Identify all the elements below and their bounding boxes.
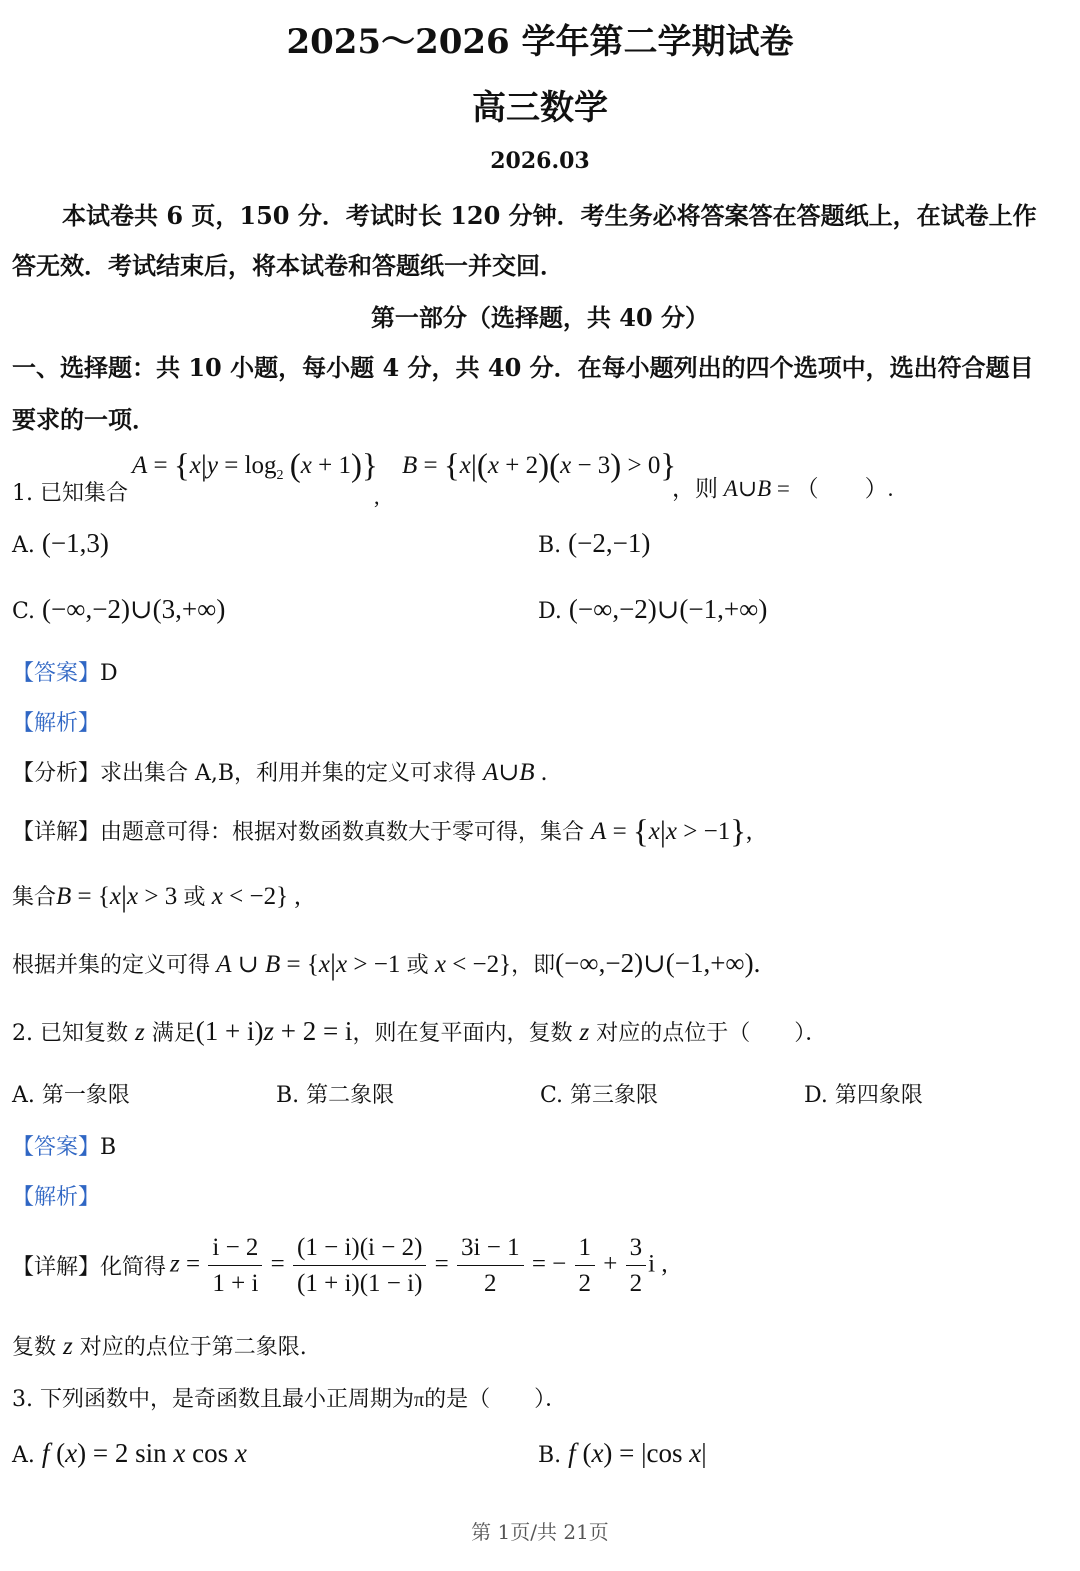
question-3-stem: 3. 下列函数中，是奇函数且最小正周期为π的是（ ）． bbox=[12, 1387, 568, 1412]
q2-conclusion-prefix: 复数 bbox=[12, 1335, 57, 1360]
page-number: 第 1页/共 21页 bbox=[471, 1520, 609, 1544]
q1-union-prefix: 根据并集的定义可得 bbox=[12, 953, 211, 978]
subject-title: 高三数学 bbox=[472, 88, 608, 128]
question-1-prefix: 1. 已知集合 bbox=[12, 481, 128, 506]
q1-xiangjie-text: 由题意可得：根据对数函数真数大于零可得，集合 bbox=[100, 820, 585, 845]
q1-set-b-line: 集合B = {x|x > 3 或 x < −2} , bbox=[12, 880, 301, 913]
q1-answer-value: D bbox=[100, 661, 118, 686]
q2-analysis-tag: 【解析】 bbox=[12, 1185, 101, 1210]
q2-option-b[interactable]: B. 第二象限 bbox=[276, 1083, 395, 1108]
question-1-set-a: $A = \{x|y = \log_2 (x + 1)\}$ bbox=[132, 448, 378, 484]
part-one-heading: 第一部分（选择题，共 40 分） bbox=[370, 303, 710, 332]
q2-option-d[interactable]: D. 第四象限 bbox=[804, 1083, 923, 1108]
q2-mid1: 满足 bbox=[151, 1021, 196, 1046]
q2-prefix: 2. 已知复数 bbox=[12, 1021, 128, 1046]
q1-analysis-tag: 【解析】 bbox=[12, 711, 101, 736]
q3-stem-suffix: 的是（ ）． bbox=[424, 1387, 568, 1412]
q1-answer-line bbox=[12, 656, 118, 687]
q1-option-c-label: C. bbox=[12, 599, 36, 624]
q2-answer-tag: 【答案】 bbox=[12, 1135, 101, 1160]
q2-xiangjie-tag: 【详解】 bbox=[12, 1255, 101, 1281]
q1-option-a-value: (−1,3) bbox=[41, 528, 109, 558]
q2-derivation: z = $\frac{i - 2}{1 + i}$ = $\frac{(1 - i)(i - 2)}{(1 + i)(1 - i)}$ = $\frac{3i - 1}{2}$ = − $\frac{1}{2}$ + $\frac{3}{2}$ i , bbox=[170, 1234, 668, 1298]
q1-fenxi-text: 求出集合 A,B，利用并集的定义可求得 bbox=[100, 761, 477, 786]
q1-option-c-value: (−∞,−2)∪(3,+∞) bbox=[42, 594, 226, 624]
q3-stem-prefix: 3. 下列函数中，是奇函数且最小正周期为 bbox=[12, 1387, 414, 1412]
q2-conclusion: 复数 z 对应的点位于第二象限. bbox=[12, 1333, 307, 1360]
q1-option-c[interactable] bbox=[12, 594, 225, 625]
q1-union-line: 根据并集的定义可得 A ∪ B = {x|x > −1 或 x < −2}，即(−∞,−2)∪(−1,+∞). bbox=[12, 948, 761, 981]
q2-option-c[interactable]: C. 第三象限 bbox=[540, 1083, 659, 1108]
exam-date: 2026.03 bbox=[490, 148, 590, 174]
q2-xiangjie-text: 化简得 bbox=[100, 1255, 167, 1281]
question-1-ask: ，则 A∪B = （ ）. bbox=[672, 476, 894, 501]
question-1-set-b: B = {x|(x + 2)(x − 3) > 0} bbox=[402, 448, 677, 484]
q1-set-b-prefix: 集合 bbox=[12, 885, 57, 910]
q1-option-d[interactable] bbox=[538, 594, 767, 625]
q1-option-d-label: D. bbox=[538, 599, 562, 624]
q3-option-b[interactable]: B. f (x) = |cos x| bbox=[538, 1438, 707, 1468]
q1-option-b-label: B. bbox=[538, 533, 562, 558]
section-instruction-line-1: 一、选择题：共 10 小题，每小题 4 分，共 40 分．在每小题列出的四个选项中，选出符合题目 bbox=[12, 353, 1034, 382]
q2-answer-line bbox=[12, 1130, 116, 1161]
q1-xiangjie-tag: 【详解】 bbox=[12, 820, 101, 845]
intro-line-1: 本试卷共 6 页，150 分．考试时长 120 分钟．考生务必将答案答在答题纸上，在试卷上作 bbox=[62, 201, 1037, 230]
q1-option-d-value: (−∞,−2)∪(−1,+∞) bbox=[568, 594, 768, 624]
intro-line-2: 答无效．考试结束后，将本试卷和答题纸一并交回． bbox=[12, 251, 564, 280]
q3-option-a-label: A. bbox=[12, 1443, 35, 1468]
q1-fenxi-line: 【分析】求出集合 A,B，利用并集的定义可求得 A∪B . bbox=[12, 759, 548, 786]
q2-mid3: 对应的点位于（ ）． bbox=[596, 1021, 828, 1046]
q1-answer-tag: 【答案】 bbox=[12, 661, 101, 686]
q2-xiangjie-line bbox=[12, 1232, 668, 1300]
question-2-stem: 2. 已知复数 z 满足(1 + i)z + 2 = i，则在复平面内，复数 z 对应的点位于（ ）． bbox=[12, 1016, 828, 1046]
q1-fenxi-tag: 【分析】 bbox=[12, 761, 101, 786]
q2-answer-value: B bbox=[100, 1135, 117, 1160]
section-instruction-line-2: 要求的一项． bbox=[12, 405, 156, 434]
question-1-comma: , bbox=[374, 484, 380, 509]
q1-option-b-value: (−2,−1) bbox=[568, 528, 651, 558]
q1-option-a[interactable] bbox=[12, 528, 109, 559]
q1-xiangjie-line: 【详解】由题意可得：根据对数函数真数大于零可得，集合 A = {x|x > −1}, bbox=[12, 814, 753, 850]
q3-option-a[interactable]: A. f (x) = 2 sin x cos x bbox=[12, 1438, 247, 1468]
q3-option-b-label: B. bbox=[538, 1443, 562, 1468]
q1-option-a-label: A. bbox=[12, 533, 35, 558]
q2-conclusion-suffix: 对应的点位于第二象限. bbox=[79, 1335, 307, 1360]
q2-mid2: ，则在复平面内，复数 bbox=[352, 1021, 573, 1046]
q1-option-b[interactable] bbox=[538, 528, 650, 559]
q2-option-a[interactable]: A. 第一象限 bbox=[12, 1083, 130, 1108]
exam-title: 2025～2026 学年第二学期试卷 bbox=[286, 22, 794, 62]
q1-union-mid: ，即 bbox=[511, 953, 556, 978]
